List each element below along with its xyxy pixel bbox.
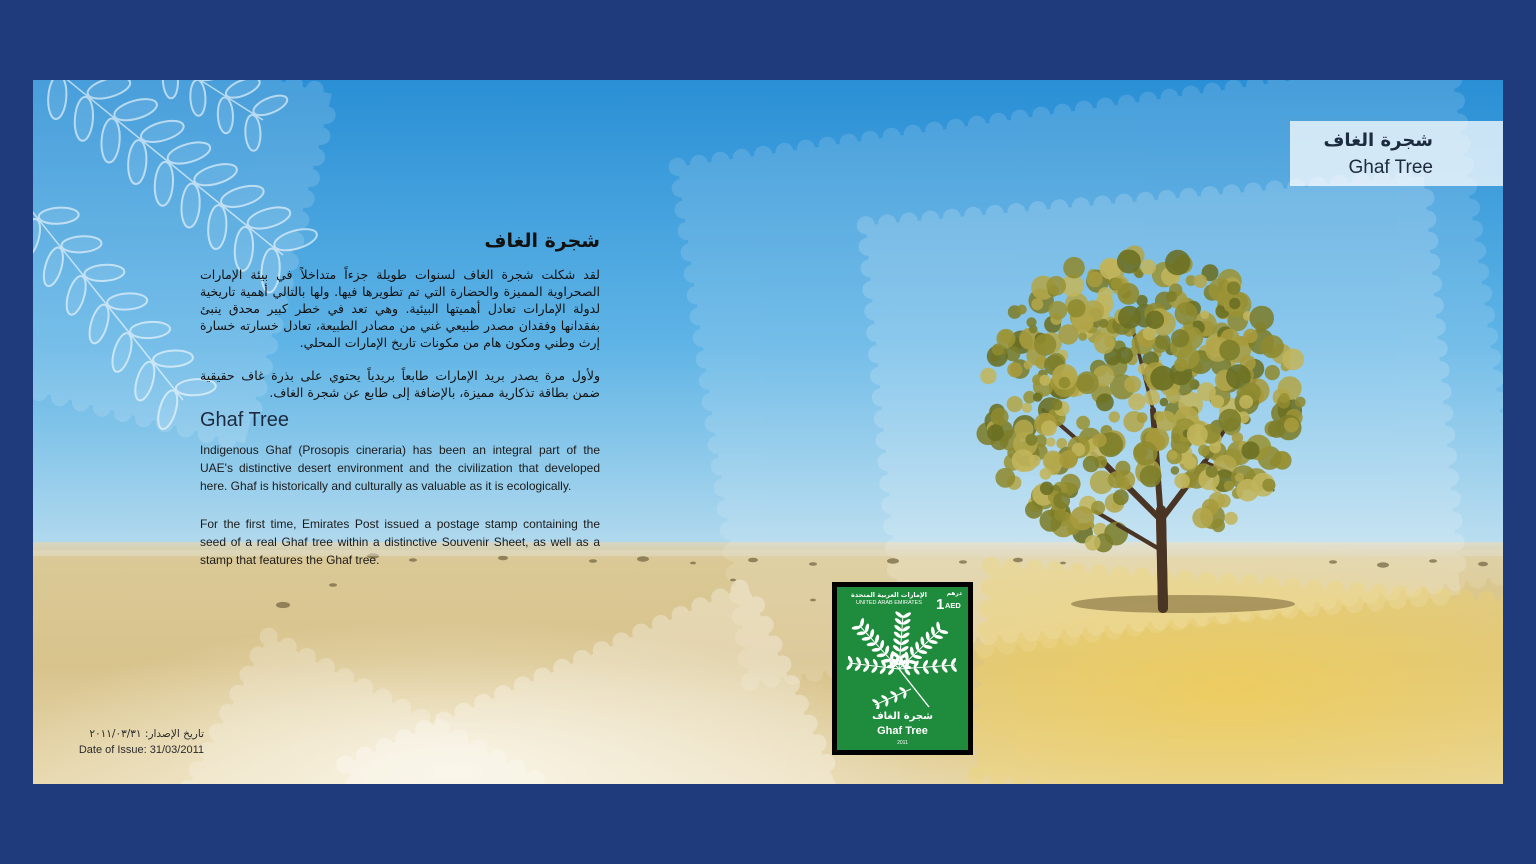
stamp-leaflet-group-leaflet [902, 611, 912, 619]
stamp-leaflet-group-rachis [859, 625, 899, 669]
tree-canopy-clump [1140, 259, 1156, 275]
text-column [200, 228, 600, 589]
heading-english: Ghaf Tree [200, 409, 289, 431]
tree-canopy-clump [1217, 494, 1231, 508]
tree-canopy-clump [1166, 389, 1181, 404]
tree-canopy-clump [1067, 299, 1085, 317]
tree-canopy-clump [1137, 412, 1148, 423]
desert-shrub [1060, 562, 1066, 565]
tree-canopy-clump [1117, 250, 1141, 274]
tree-canopy-clump [1007, 362, 1022, 377]
stamp-currency-english: AED [945, 601, 961, 610]
stamp-leaflet-group-leaflet [950, 665, 958, 673]
desert-shrub [959, 560, 967, 564]
desert-shrub [1429, 559, 1437, 563]
tree-canopy-clump [1133, 441, 1157, 465]
tree-canopy-clump [987, 424, 1004, 441]
tree-canopy-clump [1155, 334, 1171, 350]
issue-date-english: Date of Issue: 31/03/2011 [78, 744, 204, 756]
tree-canopy-clump [1053, 492, 1070, 509]
ghaf-leaf-decoration-leaflet [245, 114, 262, 151]
tree-canopy-clump [1076, 416, 1090, 430]
band-title-arabic: شجرة الغاف [1323, 130, 1433, 151]
heading-arabic: شجرة الغاف [484, 230, 600, 252]
ghaf-leaf-decoration-leaflet [190, 80, 207, 116]
tree-canopy-clump [990, 408, 1008, 426]
stamp-leaflet-group-leaflet [950, 657, 957, 666]
stamp-leaflet-group-leaflet [847, 655, 854, 664]
tree-canopy-clump [1218, 409, 1241, 432]
tree-canopy-clump [1040, 482, 1054, 496]
tree-canopy-clump [1098, 287, 1113, 302]
tree-canopy-clump [1059, 450, 1077, 468]
tree-canopy-clump [1175, 302, 1198, 325]
tree-canopy-clump [1171, 329, 1189, 347]
stamp-leaflet-group-leaflet [870, 666, 878, 674]
tree-canopy-clump [1200, 310, 1209, 319]
perforated-stamp-shape [967, 556, 1503, 784]
tree-canopy-clump [980, 368, 996, 384]
tree-canopy-clump [1083, 456, 1100, 473]
tree-canopy-clump [1171, 466, 1180, 475]
tree-canopy-clump [992, 344, 1004, 356]
tree-canopy-clump [1198, 445, 1210, 457]
tree-canopy-clump [1219, 340, 1240, 361]
tree-canopy-clump [1017, 305, 1027, 315]
stamp-leaflet-group-leaflet [901, 625, 911, 633]
ghaf-leaf-illustration [837, 609, 968, 709]
paragraph-english-stamp: For the first time, Emirates Post issued a postage stamp containing the seed of a real Ghaf tree within a distinctive Souvenir Sheet, as well as a stamp that features the Ghaf tree. [200, 517, 600, 567]
tree-canopy-clump [1174, 473, 1190, 489]
paragraph-arabic-intro: لقد شكلت شجرة الغاف لسنوات طويلة جزءاً متداخلاً في بيئة الإمارات الصحراوية المميزة والحضارة التي تم تطويرها فيها. ولها بالتالي أهمية تاريخية لدولة الإمارات تعادل أهميتها البيئية. وهي تعد في خطر كبير محدق ينبئ بفقدانها وفقدان مصدر طبيعي غني من مصادر الطبيعة، تعادل خسارته خسارة إرث وطني ومكون هام من مكونات تاريخ الإمارات المحلي. [200, 267, 600, 350]
tree-canopy-clump [1076, 371, 1099, 394]
tree-canopy-clump [1059, 377, 1071, 389]
tree-canopy-clump [1225, 512, 1238, 525]
stamp-leaflet-group [872, 686, 911, 709]
tree-canopy-clump [1118, 306, 1141, 329]
tree-canopy-clump [1224, 481, 1234, 491]
tree-canopy-clump [1007, 396, 1023, 412]
tree-canopy-clump [1194, 274, 1208, 288]
tree-canopy-clump [1227, 281, 1241, 295]
tree-canopy-clump [1206, 466, 1218, 478]
tree-canopy-clump [1026, 317, 1036, 327]
stamp-leaflet-group-leaflet [854, 664, 862, 672]
issue-date [56, 726, 204, 758]
stamp-leaflet-group-leaflet [900, 638, 910, 646]
tree-canopy-clump [1282, 348, 1304, 370]
stamp-year: 2011 [897, 740, 908, 746]
desert-shrub [1478, 562, 1488, 567]
desert-shrub [748, 558, 758, 563]
tree-canopy-clump [995, 468, 1015, 488]
tree-canopy-clump [1108, 471, 1125, 488]
tree-canopy-clump [1192, 508, 1213, 529]
tree-canopy-clump [1046, 437, 1055, 446]
tree-canopy-clump [1144, 390, 1160, 406]
stamp-leaflet-group-leaflet [900, 645, 910, 653]
stamp-leaflet-group-leaflet [893, 631, 902, 639]
tree-canopy-clump [1109, 411, 1120, 422]
stamp-leaflet-group-leaflet [862, 665, 870, 673]
tree-canopy-clump [1096, 394, 1114, 412]
tree-trunk [1161, 510, 1163, 608]
tree-canopy-clump [1033, 393, 1042, 402]
stamp-leaflet-group-leaflet [894, 617, 903, 625]
title-band [1290, 121, 1503, 186]
tree-canopy-clump [1128, 393, 1145, 410]
tree-canopy-clump [1261, 335, 1284, 358]
tree-canopy-clump [1197, 382, 1216, 401]
tree-canopy-clump [1078, 332, 1087, 341]
stamp-leaflet-group-leaflet [894, 610, 903, 618]
tree-canopy-clump [1012, 449, 1035, 472]
tree-canopy-clump [1058, 324, 1078, 344]
tree-canopy-clump [1212, 519, 1225, 532]
tree-canopy-clump [1265, 365, 1280, 380]
stamp-face [837, 587, 968, 750]
band-title-english: Ghaf Tree [1348, 157, 1433, 178]
tree-shadow [1071, 595, 1295, 613]
tree-canopy-clump [1187, 424, 1208, 445]
tree-canopy-clump [1171, 433, 1180, 442]
desert-shrub [887, 558, 899, 563]
stamp-leaflet-group-leaflet [922, 667, 930, 675]
stamp-leaflet-group-leaflet [892, 637, 901, 645]
tree-canopy-clump [1165, 250, 1190, 275]
tree-canopy-clump [1040, 468, 1052, 480]
tree-canopy-clump [1031, 298, 1043, 310]
tree-canopy-clump [1241, 441, 1259, 459]
tree-canopy-clump [1091, 501, 1105, 515]
tree-canopy-clump [1156, 411, 1177, 432]
stamp-currency-arabic: درهم [946, 590, 962, 597]
tree-canopy-clump [1093, 433, 1107, 447]
paragraph-english-intro: Indigenous Ghaf (Prosopis cineraria) has been an integral part of the UAE's distinctive desert environment and the civilization that developed here. Ghaf is historically and culturally as valuable as it is ecologically. [200, 443, 600, 493]
tree-canopy-clump [1085, 535, 1101, 551]
ghaf-leaf-decoration-leaflet [217, 97, 234, 134]
tree-canopy-clump [1034, 334, 1056, 356]
tree-canopy-clump [1284, 418, 1299, 433]
tree-canopy-clump [1243, 329, 1257, 343]
tree-canopy-clump [1262, 479, 1275, 492]
tree-canopy-clump [1229, 298, 1240, 309]
stamp-leaflet-group-leaflet [845, 663, 853, 671]
tree-canopy-clump [1024, 360, 1033, 369]
tree-canopy-clump [1279, 393, 1289, 403]
tree-canopy-clump [1168, 450, 1178, 460]
tree-canopy-clump [1082, 300, 1104, 322]
tree-canopy-clump [1051, 399, 1063, 411]
issue-date-arabic: تاريخ الإصدار: ٢٠١١/٠٣/٣١ [89, 728, 204, 740]
stamp-leaflet-group-leaflet [893, 624, 902, 632]
desert-shrub [730, 579, 736, 582]
tree-canopy-clump [1166, 291, 1177, 302]
stamp-leaf-stem [899, 669, 929, 707]
tree-canopy-clump [1094, 333, 1115, 354]
stamp-leaflet-group-leaflet [887, 668, 895, 676]
tree-canopy-clump [1046, 276, 1066, 296]
desert-shrub [637, 556, 649, 561]
desert-shrub [810, 599, 816, 602]
tree-canopy-clump [1039, 375, 1050, 386]
stamp-title-english: Ghaf Tree [877, 725, 928, 737]
desert-shrub [276, 602, 290, 608]
stamp-country-arabic: الإمارات العربية المتحدة [851, 591, 927, 599]
stamp-value: 1 [936, 596, 945, 613]
desert-shrub [1377, 562, 1389, 567]
tree-canopy-clump [1174, 358, 1187, 371]
stamp-leaflet-group-leaflet [879, 667, 887, 675]
tree-canopy-clump [1124, 376, 1141, 393]
tree-canopy-clump [1249, 306, 1274, 331]
tree-canopy-clump [1063, 257, 1085, 279]
tree-canopy-clump [1239, 395, 1253, 409]
stamp-leaflet-group-leaflet [902, 618, 912, 626]
tree-canopy-clump [1140, 465, 1162, 487]
tree-canopy-clump [1113, 489, 1129, 505]
tree-canopy-clump [1110, 278, 1122, 290]
tree-canopy-clump [1150, 366, 1175, 391]
ghaf-stamp [832, 582, 973, 755]
desert-shrub [809, 562, 817, 566]
stamp-title-arabic: شجرة الغاف [872, 711, 933, 722]
stamp-leaflet-group-leaflet [901, 632, 911, 640]
tree-canopy-clump [1295, 397, 1306, 408]
tree-canopy-clump [1049, 301, 1068, 320]
tree-canopy-clump [1022, 403, 1032, 413]
desert-shrub [1013, 558, 1023, 563]
tree-canopy-clump [1183, 456, 1196, 469]
stamp-country-english: UNITED ARAB EMIRATES [856, 600, 922, 606]
tree-canopy-clump [1087, 271, 1103, 287]
paragraph-arabic-stamp: ولأول مرة يصدر بريد الإمارات طابعاً بريدياً يحتوي على بذرة غاف حقيقية ضمن بطاقة تذكارية مميزة، بالإضافة إلى طابع عن شجرة الغاف. [200, 368, 600, 400]
tree-canopy-clump [1146, 311, 1164, 329]
tree-canopy-clump [1054, 509, 1066, 521]
tree-canopy-clump [1070, 506, 1094, 530]
desert-shrub [1329, 560, 1337, 564]
tree-canopy-clump [1041, 420, 1057, 436]
tree-canopy-clump [1025, 434, 1037, 446]
desert-shrub [690, 562, 696, 565]
